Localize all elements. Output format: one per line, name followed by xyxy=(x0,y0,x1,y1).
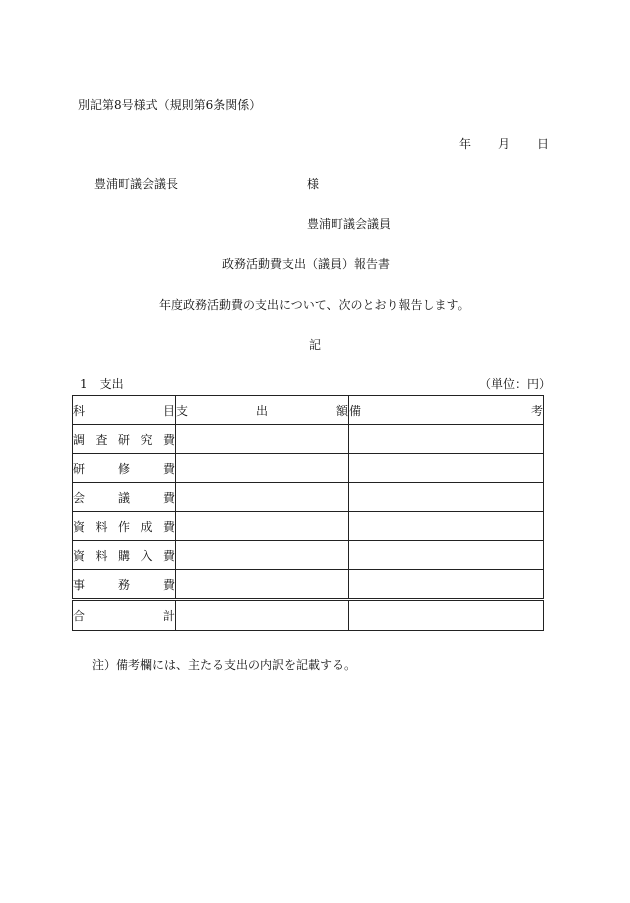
unit-label: （単位：円） xyxy=(479,377,552,391)
row-category xyxy=(73,570,176,600)
row-category-char: 資 xyxy=(73,548,86,563)
table-row xyxy=(73,425,544,454)
row-category-char: 成 xyxy=(140,519,153,534)
row-amount-cell[interactable] xyxy=(176,483,349,512)
row-category-char: 費 xyxy=(162,490,175,505)
row-amount-cell[interactable] xyxy=(176,454,349,483)
row-category-char: 料 xyxy=(95,548,108,563)
total-amount-cell[interactable] xyxy=(176,600,349,631)
row-remarks-cell[interactable] xyxy=(349,541,544,570)
row-category xyxy=(73,483,176,512)
table-row xyxy=(73,454,544,483)
row-category-char: 研 xyxy=(73,461,86,476)
row-remarks-cell[interactable] xyxy=(349,425,544,454)
table-row xyxy=(73,541,544,570)
row-category-char: 研 xyxy=(117,432,130,447)
row-category-char: 費 xyxy=(162,461,175,476)
header-amount-char: 額 xyxy=(335,403,348,418)
row-amount-cell[interactable] xyxy=(176,570,349,600)
month-label: 月 xyxy=(497,137,510,151)
row-category-char: 事 xyxy=(73,577,86,592)
total-remarks-cell[interactable] xyxy=(349,600,544,631)
row-category-char: 作 xyxy=(117,519,130,534)
row-remarks-cell[interactable] xyxy=(349,512,544,541)
row-category xyxy=(73,512,176,541)
row-amount-cell[interactable] xyxy=(176,541,349,570)
row-remarks-cell[interactable] xyxy=(349,454,544,483)
row-remarks-cell[interactable] xyxy=(349,483,544,512)
table-total-row xyxy=(73,600,544,631)
expense-table xyxy=(72,395,544,631)
header-remarks-char: 備 xyxy=(349,403,362,418)
table-row xyxy=(73,483,544,512)
row-amount-cell[interactable] xyxy=(176,425,349,454)
row-remarks-cell[interactable] xyxy=(349,570,544,600)
row-category-char: 料 xyxy=(95,519,108,534)
row-category xyxy=(73,541,176,570)
date-line xyxy=(459,137,549,151)
form-title: 別記第8号様式（規則第6条関係） xyxy=(78,98,262,112)
row-category xyxy=(73,454,176,483)
header-category-char: 目 xyxy=(162,403,175,418)
addressee-name: 豊浦町議会議長 xyxy=(94,177,179,191)
report-title: 政務活動費支出（議員）報告書 xyxy=(222,257,391,271)
row-category-char: 修 xyxy=(117,461,130,476)
total-label xyxy=(73,600,176,631)
row-category-char: 議 xyxy=(117,490,130,505)
row-category-char: 究 xyxy=(140,432,153,447)
row-category-char: 調 xyxy=(73,432,86,447)
table-header-row xyxy=(73,396,544,425)
row-category-char: 査 xyxy=(95,432,108,447)
row-category-char: 費 xyxy=(162,519,175,534)
year-label: 年 xyxy=(459,137,472,151)
row-category-char: 務 xyxy=(117,577,130,592)
header-amount-char: 出 xyxy=(255,403,268,418)
row-category-char: 会 xyxy=(73,490,86,505)
header-category xyxy=(73,396,176,425)
statement-text: 年度政務活動費の支出について、次のとおり報告します。 xyxy=(159,298,470,312)
day-label: 日 xyxy=(536,137,549,151)
row-category-char: 費 xyxy=(162,577,175,592)
row-category-char: 購 xyxy=(117,548,130,563)
row-category-char: 費 xyxy=(162,432,175,447)
table-row xyxy=(73,512,544,541)
row-category xyxy=(73,425,176,454)
row-category-char: 費 xyxy=(162,548,175,563)
header-category-char: 科 xyxy=(73,403,86,418)
ki-heading: 記 xyxy=(309,338,322,352)
total-label-char: 計 xyxy=(162,609,175,623)
header-remarks xyxy=(349,396,544,425)
header-amount xyxy=(176,396,349,425)
row-category-char: 資 xyxy=(73,519,86,534)
row-amount-cell[interactable] xyxy=(176,512,349,541)
total-label-char: 合 xyxy=(73,609,86,623)
header-amount-char: 支 xyxy=(176,403,189,418)
sender-title: 豊浦町議会議員 xyxy=(307,217,392,231)
section-title: 1 支出 xyxy=(80,377,124,391)
header-remarks-char: 考 xyxy=(530,403,543,418)
row-category-char: 入 xyxy=(140,548,153,563)
footnote: 注）備考欄には、主たる支出の内訳を記載する。 xyxy=(92,658,357,672)
addressee-honorific: 様 xyxy=(307,177,320,191)
table-row xyxy=(73,570,544,600)
